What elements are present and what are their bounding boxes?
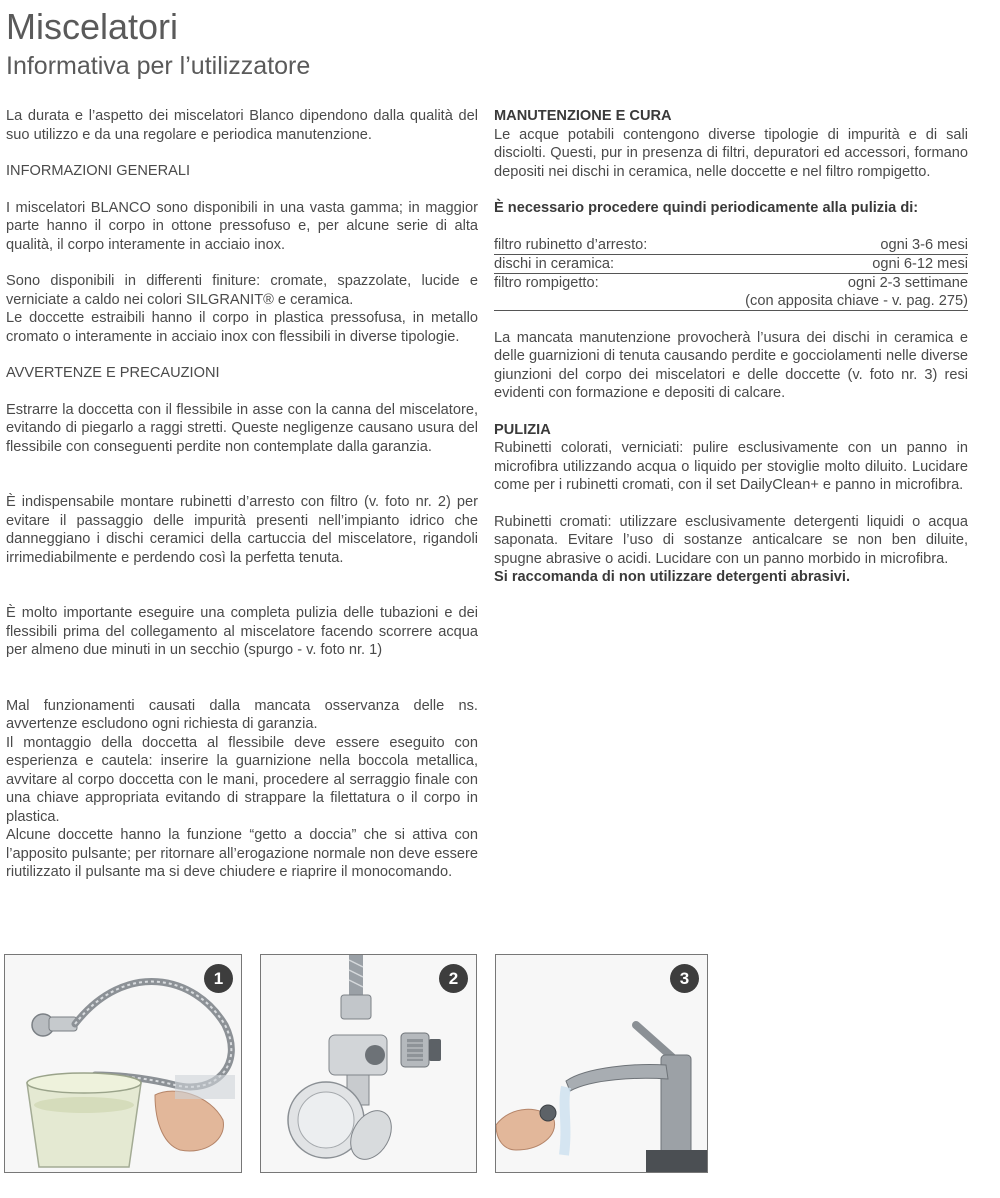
left-column	[6, 107, 478, 882]
general-info-heading: INFORMAZIONI GENERALI	[6, 163, 191, 179]
maintenance-intro-bold: È necessario procedere quindi periodicamente alla pulizia di:	[494, 200, 919, 216]
cleaning-warning-bold: Si raccomanda di non utilizzare detergenti abrasivi.	[494, 569, 851, 585]
warnings-paragraph-4: Mal funzionamenti causati dalla mancata osservanza delle ns. avvertenze escludono ogni richiesta di garanzia.	[6, 697, 478, 732]
general-paragraph-2: Sono disponibili in differenti finiture: cromate, spazzolate, lucide e verniciate a caldo nei colori SILGRANIT® e ceramica.	[6, 273, 478, 308]
page-title: Miscelatori	[6, 6, 179, 47]
schedule-note: (con apposita chiave - v. pag. 275)	[687, 292, 968, 311]
schedule-row	[494, 273, 968, 292]
page-subtitle: Informativa per l’utilizzatore	[6, 52, 311, 80]
warnings-paragraph-6: Alcune doccette hanno la funzione “getto a doccia” che si attiva con l’apposito pulsante; per ritornare all’erogazione normale non deve essere riutilizzato il pulsante ma si deve chiudere e riaprire il monocomando.	[6, 827, 478, 880]
schedule-item: dischi in ceramica:	[494, 254, 687, 273]
schedule-interval: ogni 3-6 mesi	[687, 236, 968, 255]
photo-number-badge: 1	[204, 964, 233, 993]
warnings-paragraph-1: Estrarre la doccetta con il flessibile in asse con la canna del miscelatore, evitando di piegarlo a raggi stretti. Queste negligenze causano usura del flessibile con conseguenti perdite non contemplate dalla garanzia.	[6, 401, 478, 455]
intro-paragraph: La durata e l’aspetto dei miscelatori Blanco dipendono dalla qualità del suo utilizzo e da una regolare e periodica manutenzione.	[6, 108, 478, 143]
cleaning-schedule-table	[494, 236, 968, 311]
photo-number-badge: 3	[670, 964, 699, 993]
photo-angle-valve-filter	[260, 954, 477, 1173]
photo-hose-flushing	[4, 954, 242, 1173]
general-paragraph-3: Le doccette estraibili hanno il corpo in plastica pressofusa, in metallo cromato o interamente in acciaio inox con flessibili in diverse tipologie.	[6, 310, 478, 345]
warnings-paragraph-5: Il montaggio della doccetta al flessibile deve essere eseguito con esperienza e cautela: inserire la guarnizione nella boccola metallica, avvitare al corpo doccetta con le mani, procedere al serraggio finale con una chiave appropriata evitando di strappare la filettatura o il corpo in plastica.	[6, 734, 478, 825]
schedule-row	[494, 236, 968, 255]
cleaning-heading: PULIZIA	[494, 421, 551, 438]
schedule-note-row	[494, 292, 968, 311]
schedule-item: filtro rubinetto d’arresto:	[494, 236, 687, 255]
maintenance-paragraph-2: La mancata manutenzione provocherà l’usura dei dischi in ceramica e delle guarnizioni di tenuta causando perdite e gocciolamenti nelle diverse giunzioni del corpo dei miscelatori e delle doccette (v. foto nr. 3) resi evidenti con formazione e depositi di calcare.	[494, 329, 968, 401]
warnings-heading: AVVERTENZE E PRECAUZIONI	[6, 365, 220, 381]
warnings-paragraph-3: È molto importante eseguire una completa pulizia delle tubazioni e dei flessibili prima del collegamento al miscelatore facendo scorrere acqua per almeno due minuti in un secchio (spurgo - v. foto nr. 1)	[6, 605, 478, 658]
photo-faucet-aerator	[495, 954, 708, 1173]
cleaning-paragraph-1: Rubinetti colorati, verniciati: pulire esclusivamente con un panno in microfibra utilizzando acqua o liquido per stoviglie molto diluito. Lucidare come per i rubinetti cromati, con il set DailyClean+ e panno in microfibra.	[494, 440, 968, 493]
maintenance-heading: MANUTENZIONE E CURA	[494, 108, 672, 124]
schedule-interval: ogni 6-12 mesi	[687, 254, 968, 273]
schedule-interval: ogni 2-3 settimane	[847, 274, 968, 291]
general-paragraph-1: I miscelatori BLANCO sono disponibili in una vasta gamma; in maggior parte hanno il corpo in ottone pressofuso e, per alcune serie di alta qualità, il corpo interamente in acciaio inox.	[6, 199, 478, 253]
schedule-row	[494, 254, 968, 273]
hose-flushing-illustration	[5, 955, 241, 1172]
photo-number-badge: 2	[439, 964, 468, 993]
right-column	[494, 107, 968, 587]
cleaning-paragraph-2: Rubinetti cromati: utilizzare esclusivamente detergenti liquidi o acqua saponata. Evitare l’uso di sostanze anticalcare se non ben diluite, spugne abrasive o acidi. Lucidare con un panno morbido in microfibra.	[494, 513, 968, 567]
warnings-paragraph-2: È indispensabile montare rubinetti d’arresto con filtro (v. foto nr. 2) per evitare il passaggio delle impurità presenti nell’impianto idrico che danneggiano i dischi ceramici della cartuccia del miscelatore, rigandoli irrimediabilmente e perdendo così la perfetta tenuta.	[6, 494, 478, 566]
maintenance-paragraph-1: Le acque potabili contengono diverse tipologie di impurità e di sali disciolti. Questi, pur in presenza di filtri, depuratori ed accessori, formano depositi nei dischi in ceramica, nelle doccette e nel filtro rompigetto.	[494, 126, 968, 180]
schedule-item: filtro rompigetto:	[494, 274, 599, 291]
